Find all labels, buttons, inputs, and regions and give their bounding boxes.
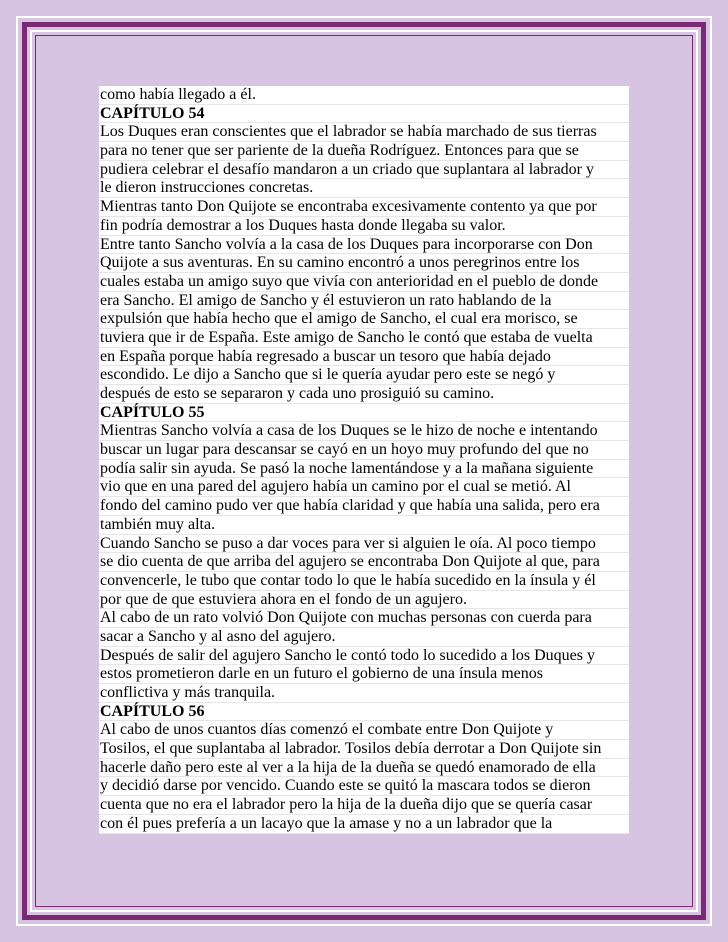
text-line: tuviera que ir de España. Este amigo de Sancho le contó que estaba de vuelta bbox=[99, 329, 629, 348]
text-line: para no tener que ser pariente de la dueña Rodríguez. Entonces para que se bbox=[99, 142, 629, 161]
chapter-heading: CAPÍTULO 54 bbox=[99, 105, 629, 124]
text-line: convencerle, le tubo que contar todo lo que le había sucedido en la ínsula y él bbox=[99, 572, 629, 591]
text-line: y decidió darse por vencido. Cuando este se quitó la mascara todos se dieron bbox=[99, 777, 629, 796]
text-line: en España porque había regresado a buscar un tesoro que había dejado bbox=[99, 348, 629, 367]
text-line: Mientras Sancho volvía a casa de los Duques se le hizo de noche e intentando bbox=[99, 422, 629, 441]
text-line: cuales estaba un amigo suyo que vivía con anterioridad en el pueblo de donde bbox=[99, 273, 629, 292]
text-line: también muy alta. bbox=[99, 516, 629, 535]
text-line: se dio cuenta de que arriba del agujero se encontraba Don Quijote al que, para bbox=[99, 553, 629, 572]
text-line: estos prometieron darle en un futuro el gobierno de una ínsula menos bbox=[99, 665, 629, 684]
text-line: expulsión que había hecho que el amigo de Sancho, el cual era morisco, se bbox=[99, 310, 629, 329]
text-line: vio que en una pared del agujero había un camino por el cual se metió. Al bbox=[99, 478, 629, 497]
chapter-heading: CAPÍTULO 55 bbox=[99, 404, 629, 423]
text-line: podía salir sin ayuda. Se pasó la noche lamentándose y a la mañana siguiente bbox=[99, 460, 629, 479]
text-line: cuenta que no era el labrador pero la hija de la dueña dijo que se quería casar bbox=[99, 796, 629, 815]
text-line: hacerle daño pero este al ver a la hija de la dueña se quedó enamorado de ella bbox=[99, 759, 629, 778]
text-line: después de esto se separaron y cada uno prosiguió su camino. bbox=[99, 385, 629, 404]
text-line: con él pues prefería a un lacayo que la amase y no a un labrador que la bbox=[99, 815, 629, 834]
text-line: Al cabo de unos cuantos días comenzó el combate entre Don Quijote y bbox=[99, 721, 629, 740]
document-text bbox=[99, 86, 629, 834]
text-line: Cuando Sancho se puso a dar voces para ver si alguien le oía. Al poco tiempo bbox=[99, 535, 629, 554]
text-line: buscar un lugar para descansar se cayó en un hoyo muy profundo del que no bbox=[99, 441, 629, 460]
text-line: pudiera celebrar el desafío mandaron a un criado que suplantara al labrador y bbox=[99, 161, 629, 180]
text-line: Después de salir del agujero Sancho le contó todo lo sucedido a los Duques y bbox=[99, 647, 629, 666]
text-line: Los Duques eran conscientes que el labrador se había marchado de sus tierras bbox=[99, 123, 629, 142]
document-page bbox=[99, 86, 629, 866]
text-line: escondido. Le dijo a Sancho que si le quería ayudar pero este se negó y bbox=[99, 366, 629, 385]
text-line: Mientras tanto Don Quijote se encontraba excesivamente contento ya que por bbox=[99, 198, 629, 217]
text-line: Entre tanto Sancho volvía a la casa de los Duques para incorporarse con Don bbox=[99, 236, 629, 255]
text-line: Al cabo de un rato volvió Don Quijote con muchas personas con cuerda para bbox=[99, 609, 629, 628]
text-line: sacar a Sancho y al asno del agujero. bbox=[99, 628, 629, 647]
text-line: conflictiva y más tranquila. bbox=[99, 684, 629, 703]
text-line: fondo del camino pudo ver que había claridad y que había una salida, pero era bbox=[99, 497, 629, 516]
text-line: Quijote a sus aventuras. En su camino encontró a unos peregrinos entre los bbox=[99, 254, 629, 273]
text-line: por que de que estuviera ahora en el fondo de un agujero. bbox=[99, 591, 629, 610]
text-line: era Sancho. El amigo de Sancho y él estuvieron un rato hablando de la bbox=[99, 292, 629, 311]
text-line: Tosilos, el que suplantaba al labrador. Tosilos debía derrotar a Don Quijote sin bbox=[99, 740, 629, 759]
chapter-heading: CAPÍTULO 56 bbox=[99, 703, 629, 722]
text-line: le dieron instrucciones concretas. bbox=[99, 179, 629, 198]
text-line: fin podría demostrar a los Duques hasta donde llegaba su valor. bbox=[99, 217, 629, 236]
text-line: como había llegado a él. bbox=[99, 86, 629, 105]
